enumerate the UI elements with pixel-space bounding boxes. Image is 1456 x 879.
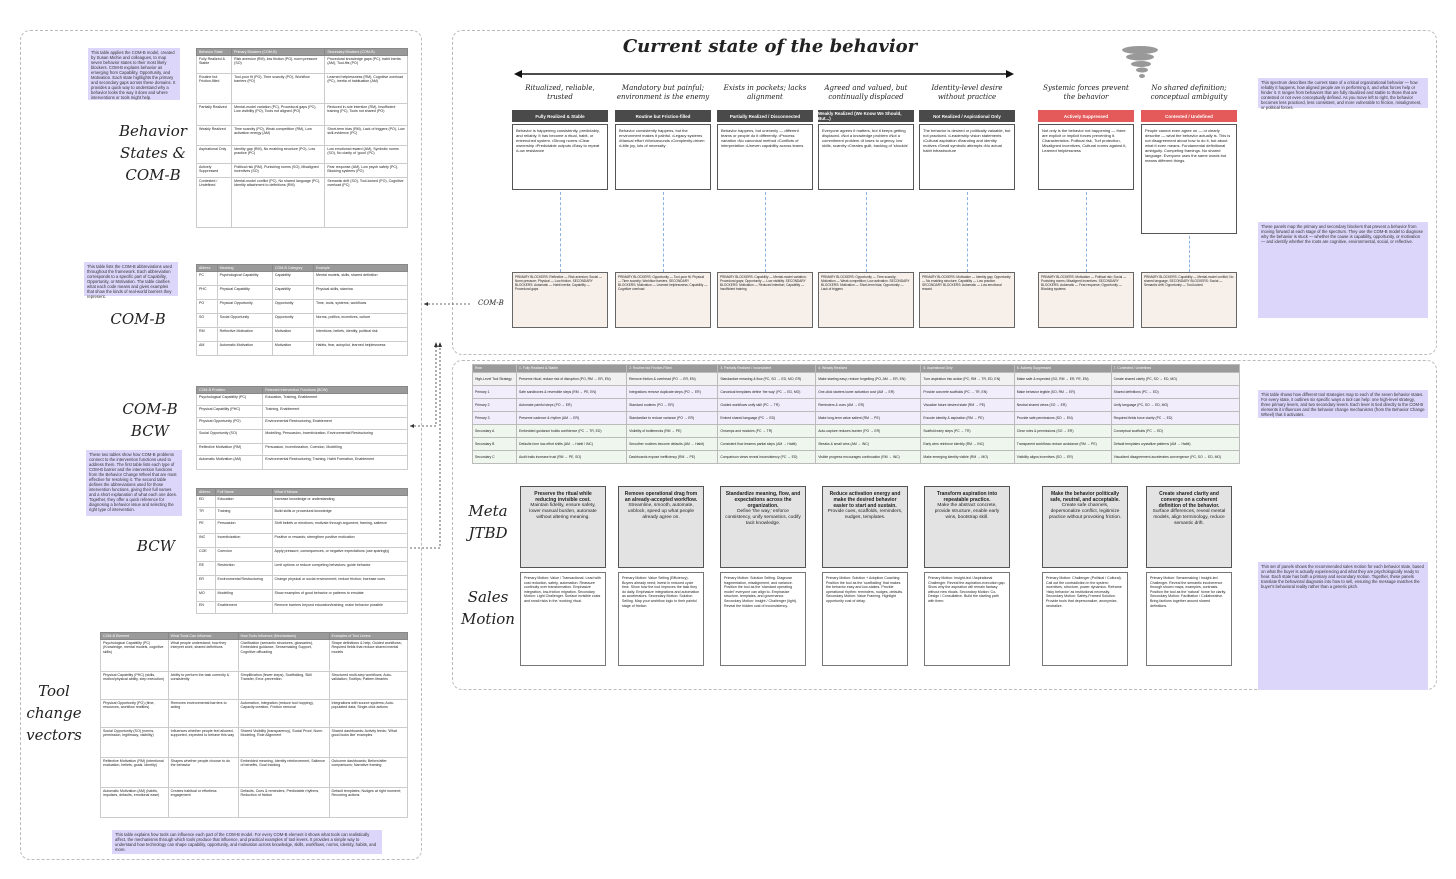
jtbd-head: Preserve the ritual while reducing invisible cost. xyxy=(534,491,592,503)
column-body: Not only is the behavior not happening — there are explicit or implicit forces preventing it. Characteristics: Political risk, Turf protection, Misaligned incentives, Cultural norms against it, Learned helplessness xyxy=(1038,124,1134,190)
cell: Ability to perform the task correctly & consistently xyxy=(168,672,238,700)
cell: Preserve ritual; reduce risk of disruption (PO, RM → ER, EN) xyxy=(517,373,627,386)
cell: Auto-capture reduces burden (PO → ER) xyxy=(816,425,921,438)
cell: Mental-model variation (PC), Procedural gaps (PC), Low visibility (PO), Tools not aligned (PO) xyxy=(232,104,325,126)
blocker-panel: PRIMARY BLOCKERS: Motivation — Political risk; Social — Punishing norms; Misaligned incentives. SECONDARY BLOCKERS: Automatic — Fear response; Opportunity — Blocking systems xyxy=(1038,272,1134,328)
column-header: Not Realized / Aspirational Only xyxy=(919,110,1015,122)
column-header: Partially Realized / Disconnected xyxy=(717,110,813,122)
cell: Show examples of good behavior or patterns to emulate xyxy=(272,590,407,602)
jtbd-body: Streamline, smooth, automate, unblock, speed up what people already agree on. xyxy=(627,503,695,520)
cell: Create shared clarity (PC, SO → ED, MO) xyxy=(1111,373,1239,386)
label-comb: COM-B xyxy=(110,310,166,328)
cell: Environmental Restructuring, Enablement xyxy=(263,418,408,430)
cell: Secondary C xyxy=(473,451,517,464)
cell: Routine but Friction-filled xyxy=(197,74,232,104)
column-body: Behavior is happening consistently, predictably, and reliably. It has become a ritual, habit, or entrenched system. •Strong norms •Clear ownership •Predictable outputs •Easy to repeat •Low resistance xyxy=(512,124,608,190)
bcw-map-header: COM-B Problem xyxy=(197,387,263,394)
cell: COE xyxy=(197,548,216,562)
cell: Guided workflows unify skill (PC → TR) xyxy=(718,399,816,412)
cell: Reflective Motivation (RM) (intentional evaluation, beliefs, goals, identity) xyxy=(101,758,169,788)
blocker-panel: PRIMARY BLOCKERS: Opportunity — Time scarcity; Motivation — Weak competition; Low activation. SECONDARY BLOCKERS: Motivation — Short-term bias; Opportunity — Lack of triggers xyxy=(818,272,914,328)
comb-header: Example xyxy=(313,265,407,272)
cell: Incentivization xyxy=(215,534,272,548)
label-comb-bcw: COM-B BCW xyxy=(122,400,178,440)
cell: Persuasion xyxy=(215,520,272,534)
cell: Primary 3 xyxy=(473,412,517,425)
label-bcw: BCW xyxy=(136,537,176,555)
cell: Norms, politics, incentives, culture xyxy=(313,314,407,328)
cell: Partially Realized xyxy=(197,104,232,126)
cell: Modelling, Persuasion, Incentivization, Environmental Restructuring xyxy=(263,430,408,444)
cell: Make starting easy; reduce forgetting (PO, AM → ER, EN) xyxy=(816,373,921,386)
cell: Automatic Motivation (AM) xyxy=(197,456,263,470)
tactics-header: 1. Fully Realized & Stable xyxy=(517,365,627,373)
cell: SO xyxy=(197,314,218,328)
cell: Consistent flow lessens partial steps (AM → Habit) xyxy=(718,438,816,451)
cell: Integrations remove duplicate steps (PO → ER) xyxy=(627,386,718,399)
cell: Smoother routines become defaults (AM → Habit) xyxy=(627,438,718,451)
cell: Physical Capability (PHC) (skills, motion/physical ability, step execution) xyxy=(101,672,169,700)
cell: Motivation xyxy=(272,342,313,356)
tactics-header: Row xyxy=(473,365,517,373)
cell: Positive or rewards; strengthen positive motivation xyxy=(272,534,407,548)
cell: Psychological Capability (PC) (Knowledge, mental models, cognitive skills) xyxy=(101,640,169,672)
cell: Clarification (semantic structures, glossaries), Embedded guidance, Sensemaking Support, Cognitive offloading xyxy=(238,640,329,672)
sales-panel: Primary Motion: Solution Selling. Diagnose fragmentation, misalignment, and variance. Position the tool as the 'standard operating model' everyone can align to. Emphasize structure, templates, and governance. Secondary Motion: Insight / Challenger (light). Reveal the hidden cost of inconsistency. xyxy=(720,572,806,666)
column-header: Fully Realized & Stable xyxy=(512,110,608,122)
label-behavior-states: Behavior States & COM-B xyxy=(119,122,187,184)
cell: Embedded meaning, Identity reinforcement, Salience of benefits, Goal tracking xyxy=(238,758,329,788)
cell: Training xyxy=(215,508,272,520)
tool-header: How Tools Influence (Mechanisms) xyxy=(238,633,329,640)
jtbd-panel xyxy=(924,486,1010,568)
note-blockers: These panels map the primary and secondary blockers that prevent a behavior from moving forward at each stage of the spectrum. They use the COM-B model to diagnose why the behavior is stuck — whether the cause is capability, opportunity, or motivation — and identify whether the roots are cognitive, environmental, social, or reflective. xyxy=(1258,222,1428,318)
cell: Required fields force clarity (PC → ED) xyxy=(1111,412,1239,425)
cell: Clear roles & permissions (SO → ER) xyxy=(1014,425,1111,438)
column-header: Routine but Friction-filled xyxy=(615,110,711,122)
cell: Capability xyxy=(272,286,313,300)
note-spectrum: This spectrum describes the current state of a critical organizational behavior — how reliably it happens, how aligned people are in performing it, and what forces help or hinder it. It ranges from behaviors that are fully ritualized and stable to those that are contested or not even conceptually defined. As you move left to right, the behavior becomes less practiced, less consistent, and more vulnerable to friction, misalignment, or political forces. xyxy=(1258,78,1428,108)
cell: Reflective Motivation xyxy=(217,328,272,342)
cell: PHC xyxy=(197,286,218,300)
cell: Weakly Realized xyxy=(197,126,232,146)
cell: Coercion xyxy=(215,548,272,562)
cell: Visualized disagreement accelerates convergence (PC, SO → ED, MO) xyxy=(1111,451,1239,464)
cell: RM xyxy=(197,328,218,342)
cell: Automation, Integration (reduce tool hopping), Capacity creation, Friction removal xyxy=(238,700,329,728)
sales-panel: Primary Motion: Insight-led / Aspirational Challenger. Reveal the aspiration-execution gap. Show why the aspiration will remain fantasy without new rituals. Secondary Motion: Co-Design / Consultative. Build the starting path with them. xyxy=(924,572,1010,666)
cell: Psychological Capability (PC) xyxy=(197,394,263,406)
cell: Actively Suppressed xyxy=(197,164,232,178)
tactics-header: 7. Contested / Undefined xyxy=(1111,365,1239,373)
cell: Reminders & cues (AM → ER) xyxy=(816,399,921,412)
stage-label: Identity-level desire without practice xyxy=(931,84,1003,101)
stage-label: Systemic forces prevent the behavior xyxy=(1043,84,1129,101)
sales-panel: Primary Motion: Challenger (Political / Cultural). Call out the contradiction in the system: incentives, structure, power dynamics. Reframe 'risky behavior' as institutional necessity. Secondary Motion: Safety-Framed Solution. Provide tools that depersonalize, anonymize, neutralize. xyxy=(1042,572,1128,666)
jtbd-head: Make the behavior politically safe, neutral, and acceptable. xyxy=(1050,491,1120,503)
cell: Opportunity xyxy=(272,300,313,314)
guide-line xyxy=(765,192,766,272)
cell: Fully Realized & Stable xyxy=(197,56,232,74)
cell: Make behavior legible (SO, RM → ER) xyxy=(1014,386,1111,399)
cell: Standard routines (PO → ER) xyxy=(627,399,718,412)
cell: Secondary B xyxy=(473,438,517,451)
cell: Aspirational Only xyxy=(197,146,232,164)
cell: Shared Visibility (transparency), Social Proof, Norm Modeling, Role Alignment xyxy=(238,728,329,758)
note-tool: This table explains how tools can influence each part of the COM-B model. For every COM-B element it shows what tools can realistically affect, the mechanisms through which tools produce that influence, and practical examples of tool levers. It provides a simple way to understand how technology can shape capability, opportunity, and motivation across knowledge, skills, workflows, norms, identity, habits, and more. xyxy=(112,830,382,854)
cell: ED xyxy=(197,496,216,508)
cell: Automatic Motivation (AM) (habits, impulses, defaults, emotional ease) xyxy=(101,788,169,818)
column-header: Contested / Undefined xyxy=(1141,110,1237,122)
note-tactics: This table shows how different tool strategies map to each of the seven behavior states. For every state, it outlines six specific ways a tool can help: one high-level strategy, three primary levers, and two secondary levers. Each lever is tied directly to the COM-B elements it influences and the behavior change mechanisms (from the Behavior Change Wheel) that it activates. xyxy=(1258,390,1428,418)
cell: Time, tools, systems, workflows xyxy=(313,300,407,314)
cell: Automatic Motivation xyxy=(217,342,272,356)
cell: Dashboards expose inefficiency (RM → PE) xyxy=(627,451,718,464)
cell: Mental-model conflict (PC), No shared language (PC), Identity attachment to definitions (RM) xyxy=(232,178,325,228)
cell: Persuasion, Incentivization, Coercion, Modelling xyxy=(263,444,408,456)
cell: Safe sandboxes & reversible steps (RM → PE, EN) xyxy=(517,386,627,399)
cell: TR xyxy=(197,508,216,520)
column-body: The behavior is desired or politically valuable, but not practiced. •Leadership vision statements •Cultural aspiration •Branding and identity motives •Small symbolic attempts •No actual habit infrastructure xyxy=(919,124,1015,190)
cell: EN xyxy=(197,602,216,614)
cell: Removes environmental barriers to acting xyxy=(168,700,238,728)
cell: Integrations with source systems; Auto-populated data; Single-click actions xyxy=(329,700,408,728)
cell: Increase knowledge or understanding xyxy=(272,496,407,508)
guide-line xyxy=(560,192,561,272)
tornado-icon xyxy=(1122,46,1158,78)
cell: Mental models, skills, shared definition xyxy=(313,272,407,286)
tool-header: COM-B Element xyxy=(101,633,169,640)
cell: Physical Opportunity xyxy=(217,300,272,314)
cell: Defaults form low-effort shifts (AM → Habit / INC) xyxy=(517,438,627,451)
tactics-header: 4. Weakly Realized xyxy=(816,365,921,373)
cell: Change physical or social environment; reduce friction; increase cues xyxy=(272,576,407,590)
cell: Visualize future desired state (RM → PE) xyxy=(921,399,1014,412)
cell: Default templates crystallize patterns (AM → Habit) xyxy=(1111,438,1239,451)
cell: Build skills or procedural knowledge xyxy=(272,508,407,520)
stage-label: Ritualized, reliable, trusted xyxy=(525,84,595,101)
cell: Contested / Undefined xyxy=(197,178,232,228)
cell: Defaults, Cues & reminders, Predictable rhythms, Reduction of friction xyxy=(238,788,329,818)
cell: Neutral shared views (SO → ER) xyxy=(1014,399,1111,412)
blocker-panel: PRIMARY BLOCKERS: Capability — Mental-model variation; Procedural gaps; Opportunity — Low visibility. SECONDARY BLOCKERS: Motivation — Reduced intention; Capability — Insufficient training xyxy=(717,272,813,328)
cell: ER xyxy=(197,576,216,590)
note-comb: This table lists the COM-B abbreviations used throughout the framework. Each abbreviation corresponds to a specific part of Capability, Opportunity, or Motivation. The table clarifies what each code means and gives examples that show the kinds of real-world barriers they represent. xyxy=(84,262,178,296)
bcw-map-header: Relevant Intervention Functions (BCW) xyxy=(263,387,408,394)
cell: Encode identity & aspiration (RM → PE) xyxy=(921,412,1014,425)
cell: Outcome dashboards; Before/after comparisons; Narrative framing xyxy=(329,758,408,788)
cell: Physical Capability (PHC) xyxy=(197,406,263,418)
cell: Learned helplessness (RM), Cognitive overload (PC), Inertia of habituation (AM) xyxy=(325,74,408,104)
jtbd-head: Reduce activation energy and make the desired behavior easier to start and sustain. xyxy=(829,491,901,509)
cell: Turn aspiration into action (PC, RM → TR, ED, EN) xyxy=(921,373,1014,386)
cell: Tool-poor fit (PO), Time scarcity (PO), Workflow barriers (PO) xyxy=(232,74,325,104)
cell: Shared definitions (PC → ED) xyxy=(1111,386,1239,399)
jtbd-head: Remove operational drag from an already-accepted workflow. xyxy=(624,491,698,503)
comb-link-label: COM-B xyxy=(478,299,504,307)
cell: Canonical templates define 'the way' (PC → ED, MO) xyxy=(718,386,816,399)
sales-panel: Primary Motion: Sensemaking / Insight-led Challenger. Reveal the semantic incoherence through shown maps, examples, contrasts. Position the tool as the 'natural' home for clarity. Secondary Motion: Facilitation / Collaborative. Bring factions together around shared definitions. xyxy=(1146,572,1232,666)
cell: Visible progress encourages continuation (RM → INC) xyxy=(816,451,921,464)
cell: Audit trails increase trust (RM → PE, SO) xyxy=(517,451,627,464)
cell: Risk aversion (RM), low friction (PO), norm pressure (SO) xyxy=(232,56,325,74)
cell: PC xyxy=(197,272,218,286)
bcw-header: What It Means xyxy=(272,489,407,496)
jtbd-panel xyxy=(822,486,908,568)
cell: Physical Opportunity (PO) (time, resources, workflow realities) xyxy=(101,700,169,728)
jtbd-panel xyxy=(1042,486,1128,568)
cell: Habits, fear, autopilot, learned helplessness xyxy=(313,342,407,356)
stage-label: Exists in pockets; lacks alignment xyxy=(723,84,807,101)
cell: Early wins reinforce identity (RM → INC) xyxy=(921,438,1014,451)
guide-line xyxy=(663,192,664,272)
cell: PO xyxy=(197,300,218,314)
column-body: Behavior consistently happens, but the environment makes it painful. •Legacy systems •Manual effort •Workarounds •Complexity-driven •Little joy, lots of necessity xyxy=(615,124,711,190)
cell: Scaffold early steps (PC → TR) xyxy=(921,425,1014,438)
tactics-header: 5. Aspirational Only xyxy=(921,365,1014,373)
stage-label: Mandatory but painful; environment is the enemy xyxy=(616,84,710,101)
states-header: Secondary Blockers (COM-B) xyxy=(325,49,408,56)
jtbd-body: Maintain fidelity, ensure safety, lower manual burden, automate without altering meaning. xyxy=(529,503,597,520)
cell: Embedded guidance builds confidence (PC → TR, ED) xyxy=(517,425,627,438)
jtbd-panel xyxy=(618,486,704,568)
cell: Primary 1 xyxy=(473,386,517,399)
sales-panel: Primary Motion: Solution + Adoption Coaching. Position the tool as the 'scaffolding' that makes the behavior easy and low-stakes. Provide operational rhythm: reminders, nudges, defaults. Secondary Motion: Value Framing. Highlight opportunity cost of delay. xyxy=(822,572,908,666)
tactics-header: 3. Partially Realized / Inconsistent xyxy=(718,365,816,373)
cell: Time scarcity (PO), Weak competition (RM), Low activation energy (AM) xyxy=(232,126,325,146)
cell: Shapes whether people choose to do the behavior xyxy=(168,758,238,788)
note-states: This table applies the COM-B model, created by Susan Michie and colleagues, to map seven behavior states to their most likely blockers. COM-B explains behavior as emerging from Capability, Opportunity, and Motivation. Each state highlights the primary and secondary gaps across these domains. It provides a quick way to understand why a behavior looks the way it does and where interventions or tools might help. xyxy=(88,48,180,100)
cell: Social Opportunity xyxy=(217,314,272,328)
cell: Provide concrete scaffolds (PC → TR, EN) xyxy=(921,386,1014,399)
label-meta-jtbd: Meta JTBD xyxy=(468,502,508,542)
jtbd-panel xyxy=(720,486,806,568)
cell: Creates habitual or effortless engagement xyxy=(168,788,238,818)
cell: Secondary A xyxy=(473,425,517,438)
cell: Identity gap (RM), No enabling structure (PO), Low practice (PC) xyxy=(232,146,325,164)
jtbd-body: Surface differences, reveal mental models, align terminology, reduce semantic drift. xyxy=(1152,509,1226,526)
cell: Remove friction & overhead (PO → ER, EN) xyxy=(627,373,718,386)
cell: Physical Opportunity (PO) xyxy=(197,418,263,430)
cell: Onramps and modules (PC → TR) xyxy=(718,425,816,438)
cell: Visibility of bottlenecks (RM → PE) xyxy=(627,425,718,438)
cell: Influences whether people feel allowed, supported, expected to behave this way xyxy=(168,728,238,758)
stage-label: No shared definition; conceptual ambiguity xyxy=(1150,84,1228,101)
cell: Reduced in-role intention (RM), Insufficient training (PC), Tools not shared (PO) xyxy=(325,104,408,126)
cell: Education, Training, Enablement xyxy=(263,394,408,406)
cell: INC xyxy=(197,534,216,548)
cell: Shared dashboards; Activity feeds; 'What good looks like' examples xyxy=(329,728,408,758)
column-header: Weakly Realized (We Know We Should, But...) xyxy=(818,110,914,122)
column-body: People cannot even agree on — or clearly describe — what the behavior actually is. This is not disagreement about how to do it, but about what it even means. Fundamental definitional ambiguity. Competing framings. No shared language. Everyone uses the same words but means different things. xyxy=(1141,124,1237,234)
cell: Restriction xyxy=(215,562,272,576)
page-title: Current state of the behavior xyxy=(622,36,918,57)
cell: High-Level Tool Strategy xyxy=(473,373,517,386)
jtbd-body: Define 'the way,' enforce consistency, unify semantics, codify tacit knowledge. xyxy=(725,509,801,526)
cell: Education xyxy=(215,496,272,508)
cell: Physical Capability xyxy=(217,286,272,300)
blocker-panel: PRIMARY BLOCKERS: Opportunity — Tool-poor fit; Physical — Time scarcity; Workflow barriers. SECONDARY BLOCKERS: Motivation — Learned helplessness; Capability — Cognitive overload xyxy=(615,272,711,328)
cell: Streaks & small wins (AM → INC) xyxy=(816,438,921,451)
cell: Make emerging identity visible (RM → MO) xyxy=(921,451,1014,464)
column-body: Everyone agrees it matters, but it keeps getting displaced. •Not a knowledge problem •Not a commitment problem •It loses to urgency, low skills, scarcity •Creates guilt, backlog of 'shoulds' xyxy=(818,124,914,190)
cell: Physical skills, stamina xyxy=(313,286,407,300)
cell: Default templates; Nudges at right moment; Recurring actions xyxy=(329,788,408,818)
cell: Structured multi-step workflows; Auto-validation; Tooltips; Pattern libraries xyxy=(329,672,408,700)
tactics-table xyxy=(472,364,1240,464)
blocker-panel: PRIMARY BLOCKERS: Reflective — Risk aversion; Social — Norm pressure; Physical — Low friction. SECONDARY BLOCKERS: Automatic — Habit inertia; Capability — Procedural gaps xyxy=(512,272,608,328)
cell: Modelling xyxy=(215,590,272,602)
cell: Low emotional reward (AM), Symbolic norms (SO), No clarity of 'good' (PC) xyxy=(325,146,408,164)
cell: Intentions, beliefs, identity, political risk xyxy=(313,328,407,342)
cell: Social Opportunity (SO) (norms, permission, legitimacy, visibility) xyxy=(101,728,169,758)
tool-header: What Tools Can Influence xyxy=(168,633,238,640)
note-sales: This set of panels shows the recommended sales motion for each behavior state, based on what the buyer is actually experiencing and what they are psychologically ready to hear. Each state has both a primary and secondary motion. Together, these panels translate the behavioral diagnosis into how to sell, ensuring the message matches the buyer's behavioral reality rather than a generic pitch. xyxy=(1258,562,1428,690)
states-header: Behavior State xyxy=(197,49,232,56)
cell: Fear response (AM), Low psych safety (PC), Blocking systems (PO) xyxy=(325,164,408,178)
jtbd-body: Make the abstract concrete, provide structure, enable early wins, bootstrap skill. xyxy=(934,503,1000,520)
cell: Automate painful steps (PO → ER) xyxy=(517,399,627,412)
tactics-header: 2. Routine but Friction-Filled xyxy=(627,365,718,373)
jtbd-panel xyxy=(520,486,606,568)
note-bcw: These two tables show how COM-B problems connect to the intervention functions used to address them. The first table lists each type of COM-B barrier and the intervention functions from the Behavior Change Wheel that are most effective for resolving it. The second table defines the abbreviations used for those intervention functions, giving their full names and a short explanation of what each one does. Together, they offer a quick reference for diagnosing a behavior issue and selecting the right type of intervention. xyxy=(86,450,182,516)
cell: RE xyxy=(197,562,216,576)
sales-panel: Primary Motion: Value Selling (Efficiency). Buyers already need; invest in reduced cycle time. Show how the tool improves the task they do daily. Emphasize integrations and automation as accelerators. Secondary Motion: Solution Selling. Map your workflow logic to their painful stage of friction. xyxy=(618,572,704,666)
cell: Training, Enablement xyxy=(263,406,408,418)
tactics-header: 6. Actively Suppressed xyxy=(1014,365,1111,373)
states-header: Primary Blockers (COM-B) xyxy=(232,49,325,56)
cell: Psychological Capability xyxy=(217,272,272,286)
cell: Short-term bias (RM), Lack of triggers (PO), Low skill-evidence (PC) xyxy=(325,126,408,146)
cell: Embed shared language (PC → ED) xyxy=(718,412,816,425)
comb-header: COM-B Category xyxy=(272,265,313,272)
cell: Procedural knowledge gaps (PC), habit inertia (AM), Tool-fits (PO) xyxy=(325,56,408,74)
cell: MO xyxy=(197,590,216,602)
cell: Remove barriers beyond education/training; make behavior possible xyxy=(272,602,407,614)
cell: Make long-term value salient (RM → PE) xyxy=(816,412,921,425)
label-tool-vectors: Tool change vectors xyxy=(26,682,82,744)
cell: Opportunity xyxy=(272,314,313,328)
cell: Unify language (PC, SO → ED, MO) xyxy=(1111,399,1239,412)
cell: Standardize meaning & flow (PC, SO → ED, MO, ER) xyxy=(718,373,816,386)
jtbd-body: Provide cues, scaffolds, reminders, nudges, templates. xyxy=(827,509,903,520)
jtbd-body: Create safe channels, depersonalize conflict, legitimize practice without provoking friction. xyxy=(1048,503,1122,520)
jtbd-panel xyxy=(1146,486,1232,568)
comb-header: Abbrev xyxy=(197,265,218,272)
cell: Political risk (RM), Punishing norms (SO), Misaligned incentives (SO) xyxy=(232,164,325,178)
jtbd-head: Transform aspiration into repeatable practice. xyxy=(936,491,998,503)
cell: Make safe & expected (SO, RM → ER, PE, EN) xyxy=(1014,373,1111,386)
tool-header: Examples of Tool Levers xyxy=(329,633,408,640)
cell: Transparent workflows reduce avoidance (RM → PE) xyxy=(1014,438,1111,451)
cell: Comparison views reveal inconsistency (PC → ED) xyxy=(718,451,816,464)
cell: Conceptual scaffolds (PC → ED) xyxy=(1111,425,1239,438)
cell: Semantic drift (SO), Tool-locked (PO), Cognitive overload (PC) xyxy=(325,178,408,228)
cell: What people understand; how they interpret work; shared definitions xyxy=(168,640,238,672)
cell: Shape definitions & help; Guided workflows; Required fields that reduce shared mental models xyxy=(329,640,408,672)
sales-panel: Primary Motion: Value / Transactional. Lead with cost reduction, safety, automation. Reassure continuity over transformation. Emphasize integration, low-friction migration. Secondary Motion: Light Challenger. Surface invisible costs and small risks in the 'working' ritual. xyxy=(520,572,606,666)
bcw-header: Abbrev xyxy=(197,489,216,496)
cell: Limit options or reduce competing behaviors; guide behavior xyxy=(272,562,407,576)
cell: Reflective Motivation (RM) xyxy=(197,444,263,456)
stage-label: Agreed and valued, but continually displaced xyxy=(824,84,908,101)
cell: Enablement xyxy=(215,602,272,614)
cell: Apply pressure, consequences, or negative expectations (use sparingly) xyxy=(272,548,407,562)
cell: One-click starters lower activation cost (AM → ER) xyxy=(816,386,921,399)
cell: AM xyxy=(197,342,218,356)
cell: PE xyxy=(197,520,216,534)
cell: Primary 2 xyxy=(473,399,517,412)
comb-header: Meaning xyxy=(217,265,272,272)
cell: Environmental Restructuring xyxy=(215,576,272,590)
guide-line xyxy=(967,192,968,272)
guide-line xyxy=(1189,236,1190,272)
bcw-header: Full Name xyxy=(215,489,272,496)
cell: Preserve cadence & rhythm (AM → ER) xyxy=(517,412,627,425)
jtbd-head: Standardize meaning, flow, and expectations across the organization. xyxy=(725,491,801,509)
guide-line xyxy=(1086,192,1087,272)
cell: Simplification (fewer steps), Scaffolding, Skill Transfer, Error-prevention xyxy=(238,672,329,700)
cell: Standardize to reduce variance (PO → ER) xyxy=(627,412,718,425)
cell: Capability xyxy=(272,272,313,286)
label-sales-motion: Sales Motion xyxy=(461,588,515,628)
column-header: Actively Suppressed xyxy=(1038,110,1134,122)
cell: Motivation xyxy=(272,328,313,342)
cell: Shift beliefs or emotions; motivate through argument, framing, salience xyxy=(272,520,407,534)
blocker-panel: PRIMARY BLOCKERS: Motivation — Identity gap; Opportunity — No enabling structure; Capability — Low practice. SECONDARY BLOCKERS: Automatic — Low emotional reward xyxy=(919,272,1015,328)
jtbd-head: Create shared clarity and converge on a coherent definition of the behavior. xyxy=(1158,491,1220,509)
guide-line xyxy=(866,192,867,272)
cell: Social Opportunity (SO) xyxy=(197,430,263,444)
cell: Provide safe permissions (SO → EN) xyxy=(1014,412,1111,425)
blocker-panel: PRIMARY BLOCKERS: Capability — Mental-model conflict; No shared language. SECONDARY BLOCKERS: Social — Semantic drift; Opportunity — Tool-locked xyxy=(1141,272,1237,328)
column-body: Behavior happens, but unevenly — different teams or people do it differently. •Process variation •No canonical method •Conflicts of interpretation •Uneven capability across teams xyxy=(717,124,813,190)
cell: Visibility aligns incentives (SO → ER) xyxy=(1014,451,1111,464)
cell: Environmental Restructuring, Training, Habit Formation, Enablement xyxy=(263,456,408,470)
